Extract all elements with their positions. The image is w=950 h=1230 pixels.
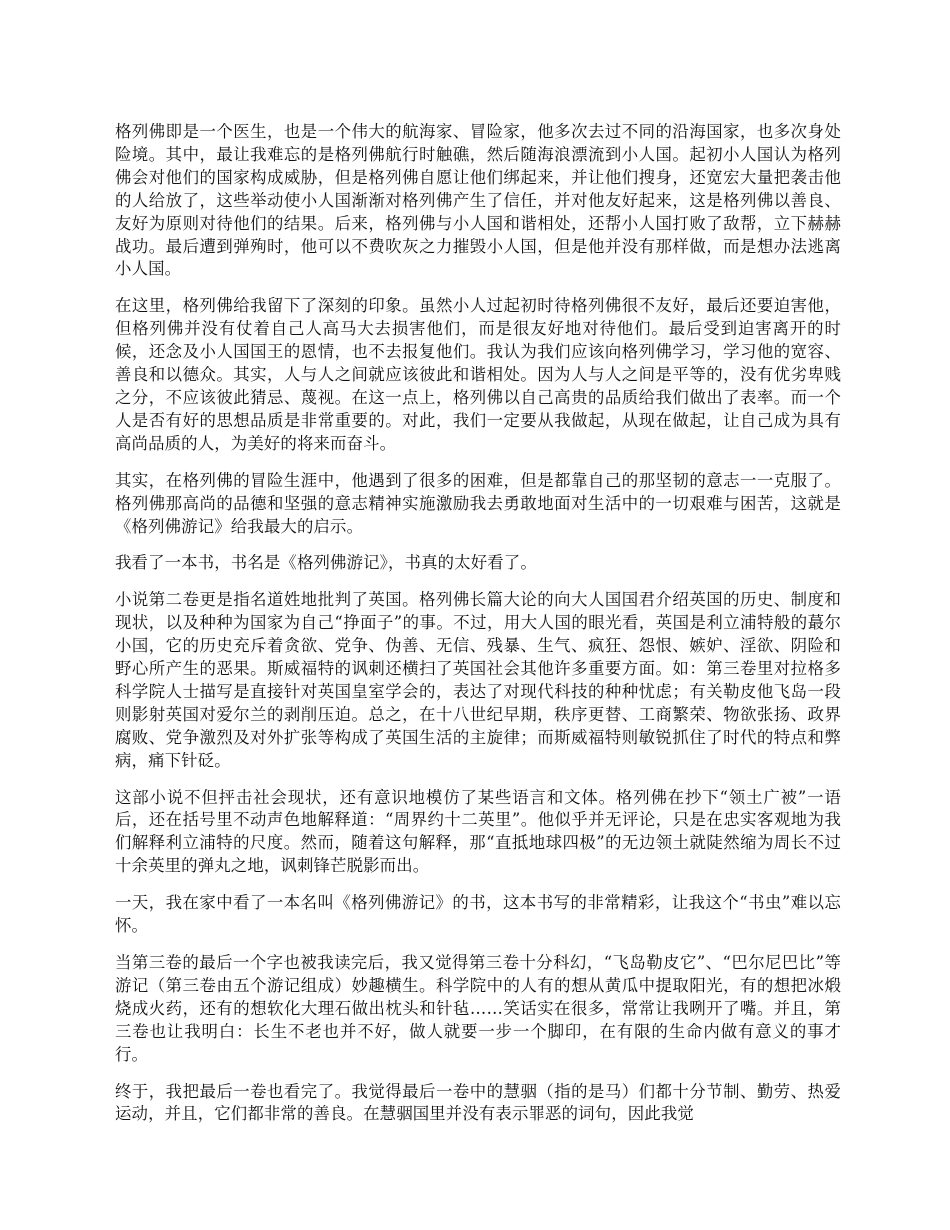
paragraph-2: 在这里，格列佛给我留下了深刻的印象。虽然小人过起初时待格列佛很不友好，最后还要迫害他，但格列佛并没有仗着自己人高马大去损害他们，而是很友好地对待他们。最后受到迫害离开的时候，还念及小人国国王的恩情，也不去报复他们。我认为我们应该向格列佛学习，学习他的宽容、善良和以德众。其实，人与人之间就应该彼此和谐相处。因为人与人之间是平等的，没有优劣卑贱之分，不应该彼此猜忌、蔑视。在这一点上，格列佛以自己高贵的品质给我们做出了表率。而一个人是否有好的思想品质是非常重要的。对此，我们一定要从我做起，从现在做起，让自己成为具有高尚品质的人，为美好的将来而奋斗。 (115, 296, 841, 453)
paragraph-5: 小说第二卷更是指名道姓地批判了英国。格列佛长篇大论的向大人国国君介绍英国的历史、制度和现状，以及种种为国家为自己“挣面子”的事。不过，用大人国的眼光看，英国是利立浦特般的蕞尔小国，它的历史充斥着贪欲、党争、伪善、无信、残暴、生气、疯狂、怨恨、嫉妒、淫欲、阴险和野心所产生的恶果。斯威福特的讽刺还横扫了英国社会其他许多重要方面。如：第三卷里对拉格多科学院人士描写是直接针对英国皇室学会的，表达了对现代科技的种种忧虑；有关勒皮他飞岛一段则影射英国对爱尔兰的剥削压迫。总之，在十八世纪早期，秩序更替、工商繁荣、物欲张扬、政界腐败、党争激烈及对外扩张等构成了英国生活的主旋律；而斯威福特则敏锐抓住了时代的特点和弊病，痛下针砭。 (115, 590, 841, 770)
paragraph-8: 当第三卷的最后一个字也被我读完后，我又觉得第三卷十分科幻，“飞岛勒皮它”、“巴尔尼巴比”等游记（第三卷由五个游记组成）妙趣横生。科学院中的人有的想从黄瓜中提取阳光，有的想把冰煅烧成火药，还有的想软化大理石做出枕头和针毡……笑话实在很多，常常让我咧开了嘴。并且，第三卷也让我明白：长生不老也并不好，做人就要一步一个脚印，在有限的生命内做有意义的事才行。 (115, 953, 841, 1064)
paragraph-1: 格列佛即是一个医生，也是一个伟大的航海家、冒险家，他多次去过不同的沿海国家，也多次身处险境。其中，最让我难忘的是格列佛航行时触礁，然后随海浪漂流到小人国。起初小人国认为格列佛会对他们的国家构成威胁，但是格列佛自愿让他们绑起来，并让他们搜身，还宽宏大量把袭击他的人给放了，这些举动使小人国渐渐对格列佛产生了信任，并对他友好起来，这是格列佛以善良、友好为原则对待他们的结果。后来，格列佛与小人国和谐相处，还帮小人国打败了敌帮，立下赫赫战功。最后遭到弹殉时，他可以不费吹灰之力摧毁小人国，但是他并没有那样做，而是想办法逃离小人国。 (115, 122, 841, 279)
paragraph-7: 一天，我在家中看了一本名叫《格列佛游记》的书，这本书写的非常精彩，让我这个“书虫”难以忘怀。 (115, 893, 841, 936)
paragraph-3: 其实，在格列佛的冒险生涯中，他遇到了很多的困难，但是都靠自己的那坚韧的意志一一克服了。格列佛那高尚的品德和坚强的意志精神实施激励我去勇敢地面对生活中的一切艰难与困苦，这就是《格列佛游记》给我最大的启示。 (115, 470, 841, 536)
paragraph-6: 这部小说不但抨击社会现状，还有意识地模仿了某些语言和文体。格列佛在抄下“领土广被”一语后，还在括号里不动声色地解释道：“周界约十二英里”。他似乎并无评论，只是在忠实客观地为我们解释利立浦特的尺度。然而，随着这句解释，那“直抵地球四极”的无边领土就陡然缩为周长不过十余英里的弹丸之地，讽刺锋芒脱影而出。 (115, 787, 841, 876)
paragraph-9: 终于，我把最后一卷也看完了。我觉得最后一卷中的慧骃（指的是马）们都十分节制、勤劳、热爱运动，并且，它们都非常的善良。在慧骃国里并没有表示罪恶的词句，因此我觉 (115, 1081, 841, 1124)
document-page (115, 121, 841, 1140)
paragraph-4: 我看了一本书，书名是《格列佛游记》，书真的太好看了。 (115, 553, 537, 573)
